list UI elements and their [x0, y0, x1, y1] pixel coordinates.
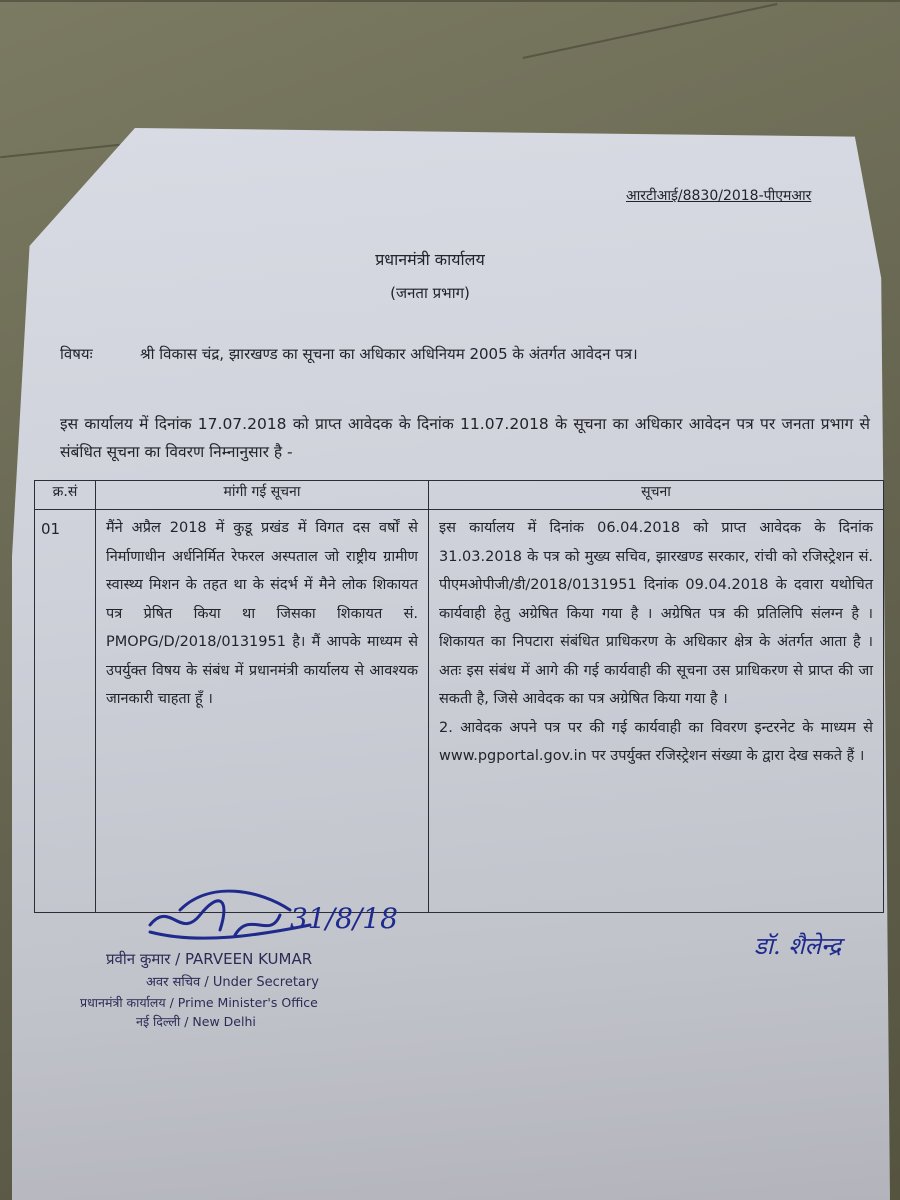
signature-date: 31/8/18 — [290, 902, 398, 935]
handwritten-initials — [750, 920, 880, 970]
intro-paragraph: इस कार्यालय में दिनांक 17.07.2018 को प्राप्त आवेदक के दिनांक 11.07.2018 के सूचना का अधिकार आवेदन पत्र पर जनता प्रभाग से संबंधित सूचना का विवरण निम्नानुसार है - — [60, 415, 870, 461]
reply-paragraph-2: 2. आवेदक अपने पत्र पर की गई कार्यवाही का विवरण इन्टरनेट के माध्यम से www.pgportal.gov.in पर उपर्युक्त रजिस्ट्रेशन संख्या के द्वारा देख सकते हैं । — [439, 719, 873, 764]
office-title: प्रधानमंत्री कार्यालय — [375, 250, 485, 269]
row-serial: 01 — [35, 510, 96, 913]
signatory-office: प्रधानमंत्री कार्यालय / Prime Minister's Office — [80, 995, 318, 1010]
header-information: सूचना — [429, 481, 884, 510]
header-serial: क्र.सं — [35, 481, 96, 510]
rti-reply-table — [34, 480, 884, 913]
subject-text: श्री विकास चंद्र, झारखण्ड का सूचना का अधिकार अधिनियम 2005 के अंतर्गत आवेदन पत्र। — [140, 345, 638, 363]
signatory-name: प्रवीन कुमार / PARVEEN KUMAR — [106, 950, 313, 968]
reply-paragraph-1: इस कार्यालय में दिनांक 06.04.2018 को प्राप्त आवेदक के दिनांक 31.03.2018 के पत्र को मुख्य सचिव, झारखण्ड सरकार, रांची को रजिस्ट्रेशन सं. पीएमओपीजी/डी/2018/0131951 दिनांक 09.04.2018 के दवारा यथोचित कार्यवाही हेतु अग्रेषित किया गया है । अग्रेषित पत्र की प्रतिलिपि संलग्न है । शिकायत का निपटारा संबंधित प्राधिकरण के अधिकार क्षेत्र के अंतर्गत आता है । अतः इस संबंध में आगे की गई कार्यवाही की सूचना उस प्राधिकरण से प्राप्त की जा सकती है, जिसे आवेदक का पत्र अग्रेषित किया गया है । — [439, 520, 873, 707]
table-row — [35, 510, 884, 913]
signature-scrawl — [140, 880, 398, 960]
row-information-sought: मैंने अप्रैल 2018 में कुडू प्रखंड में विगत दस वर्षों से निर्माणाधीन अर्धनिर्मित रेफरल अस्पताल जो राष्ट्रीय ग्रामीण स्वास्थ्य मिशन के तहत था के संदर्भ में मैने लोक शिकायत पत्र प्रेषित किया था जिसका शिकायत सं. PMOPG/D/2018/0131951 है। मैं आपके माध्यम से उपर्युक्त विषय के संबंध में प्रधानमंत्री कार्यालय से आवश्यक जानकारी चाहता हूँ । — [96, 510, 429, 913]
signatory-city: नई दिल्ली / New Delhi — [136, 1014, 256, 1029]
subject-label: विषयः — [60, 345, 93, 363]
header-information-sought: मांगी गई सूचना — [96, 481, 429, 510]
reference-number: आरटीआई/8830/2018-पीएमआर — [626, 188, 812, 204]
table-header-row — [35, 481, 884, 510]
department-title: (जनता प्रभाग) — [390, 284, 470, 302]
row-information-cell — [429, 510, 884, 913]
signatory-designation: अवर सचिव / Under Secretary — [146, 975, 319, 990]
initials-text: डॉ. शैलेन्द्र — [754, 932, 842, 960]
